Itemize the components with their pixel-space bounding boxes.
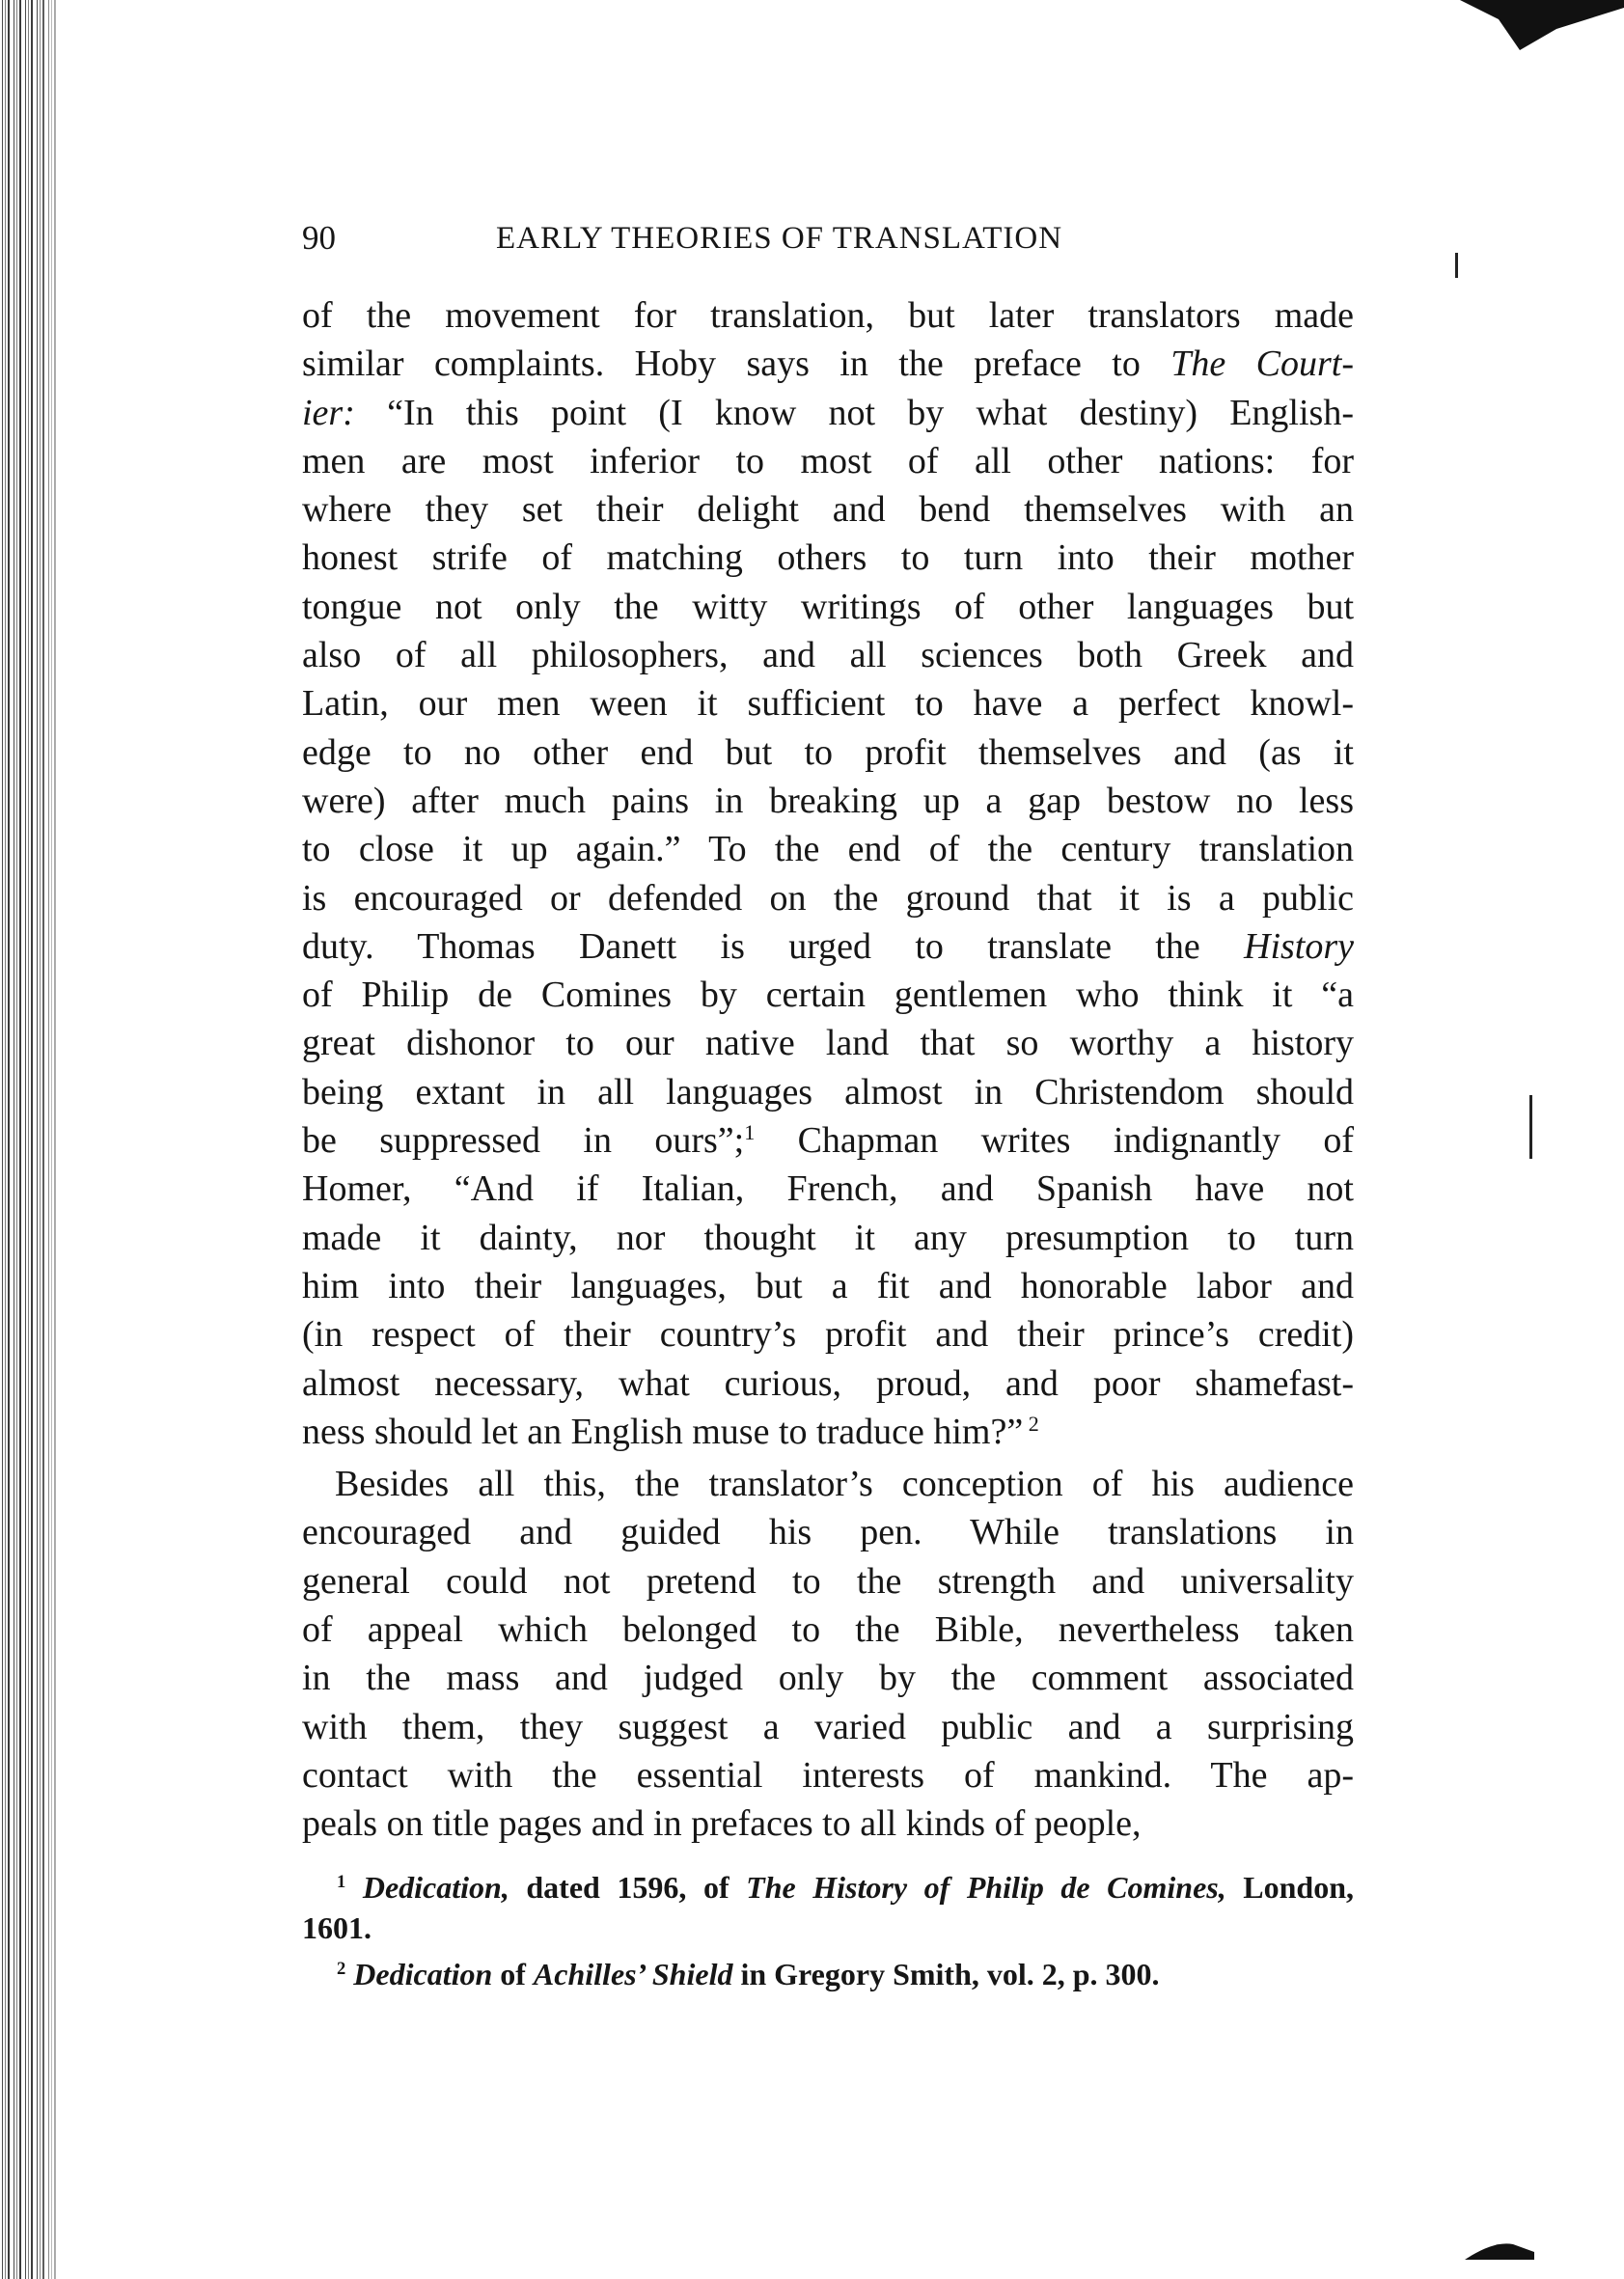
text-run: of the movement for translation, but later translators made bbox=[302, 295, 1354, 336]
text-line bbox=[302, 1262, 1354, 1310]
running-head: EARLY THEORIES OF TRANSLATION bbox=[496, 221, 1063, 256]
page-turn-arrow-icon bbox=[1465, 2238, 1534, 2264]
text-run bbox=[345, 1870, 363, 1905]
footnote-ref: 2 bbox=[1023, 1411, 1039, 1436]
text-run: great dishonor to our native land that so worthy a history bbox=[302, 1023, 1354, 1064]
footnote-1 bbox=[302, 1867, 1354, 1948]
text-line bbox=[302, 1508, 1354, 1556]
text-line bbox=[302, 389, 1354, 437]
text-line bbox=[302, 1703, 1354, 1751]
body-text bbox=[302, 291, 1354, 1849]
footnote-2 bbox=[302, 1954, 1354, 1994]
binding-shadow bbox=[39, 0, 68, 2279]
page-header bbox=[302, 214, 1354, 262]
text-run: is encouraged or defended on the ground that it is a public bbox=[302, 877, 1354, 919]
text-run: duty. Thomas Danett is urged to translate the bbox=[302, 925, 1244, 967]
text-line bbox=[302, 1310, 1354, 1359]
text-run: Besides all this, the translator’s conception of his audience bbox=[335, 1464, 1354, 1505]
text-line bbox=[302, 1214, 1354, 1262]
footnote-ref: 1 bbox=[744, 1119, 756, 1144]
text-line bbox=[302, 340, 1354, 388]
text-line bbox=[302, 1751, 1354, 1799]
text-run: Chapman writes indignantly of bbox=[755, 1120, 1354, 1162]
text-run: edge to no other end but to profit themselves and (as it bbox=[302, 731, 1354, 773]
text-line bbox=[302, 1460, 1354, 1508]
text-line bbox=[302, 485, 1354, 534]
text-run: “In this point (I know not by what destiny) English- bbox=[354, 392, 1354, 433]
text-run: 1601. bbox=[302, 1910, 372, 1945]
text-run: encouraged and guided his pen. While translations in bbox=[302, 1512, 1354, 1553]
text-line bbox=[302, 291, 1354, 340]
text-run: general could not pretend to the strength and universality bbox=[302, 1560, 1354, 1602]
text-line bbox=[302, 1606, 1354, 1654]
margin-mark-middle bbox=[1529, 1095, 1532, 1159]
text-run: peals on title pages and in prefaces to all kinds of people, bbox=[302, 1803, 1142, 1845]
italic-run: Achilles’ Shield bbox=[533, 1957, 733, 1991]
text-line bbox=[302, 1165, 1354, 1213]
paragraph-1 bbox=[302, 291, 1354, 1456]
text-run: similar complaints. Hoby says in the preface to bbox=[302, 343, 1171, 385]
text-line bbox=[302, 1116, 1354, 1165]
text-line bbox=[302, 971, 1354, 1019]
text-run: were) after much pains in breaking up a gap bestow no less bbox=[302, 780, 1354, 821]
italic-run: Dedication, bbox=[362, 1870, 509, 1905]
text-line bbox=[302, 1068, 1354, 1116]
text-line bbox=[302, 631, 1354, 679]
italic-run: The History of Philip de Comines, bbox=[746, 1870, 1226, 1905]
text-run: also of all philosophers, and all sciences both Greek and bbox=[302, 635, 1354, 676]
text-run: him into their languages, but a fit and honorable labor and bbox=[302, 1265, 1354, 1306]
text-run: to close it up again.” To the end of the century translation bbox=[302, 829, 1354, 870]
text-run: where they set their delight and bend themselves with an bbox=[302, 489, 1354, 531]
text-run: men are most inferior to most of all other nations: for bbox=[302, 440, 1354, 481]
footnote-line bbox=[302, 1867, 1354, 1908]
text-run: Latin, our men ween it sufficient to have a perfect knowl- bbox=[302, 683, 1354, 725]
text-run: of bbox=[492, 1957, 534, 1991]
footnote-ref: 1 bbox=[337, 1871, 346, 1892]
text-run: dated 1596, of bbox=[509, 1870, 747, 1905]
text-run: London, bbox=[1225, 1870, 1355, 1905]
text-line bbox=[302, 679, 1354, 728]
text-line bbox=[302, 922, 1354, 971]
text-run: with them, they suggest a varied public and a surprising bbox=[302, 1706, 1354, 1747]
text-run: (in respect of their country’s profit and their prince’s credit) bbox=[302, 1314, 1354, 1356]
text-line bbox=[302, 1654, 1354, 1702]
text-run: of Philip de Comines by certain gentlemen who think it “a bbox=[302, 975, 1354, 1016]
paragraph-2 bbox=[302, 1460, 1354, 1848]
text-run: almost necessary, what curious, proud, and poor shamefast- bbox=[302, 1362, 1354, 1404]
text-run: honest strife of matching others to turn into their mother bbox=[302, 537, 1354, 579]
text-line bbox=[302, 1799, 1354, 1848]
italic-run: Dedication bbox=[353, 1957, 493, 1991]
text-line bbox=[302, 825, 1354, 873]
text-run: Homer, “And if Italian, French, and Spanish have not bbox=[302, 1168, 1354, 1210]
text-line bbox=[302, 583, 1354, 631]
italic-run: History bbox=[1244, 925, 1354, 967]
text-line bbox=[302, 534, 1354, 582]
text-line bbox=[302, 728, 1354, 777]
text-run: in Gregory Smith, vol. 2, p. 300. bbox=[732, 1957, 1160, 1991]
text-run: in the mass and judged only by the comment associated bbox=[302, 1658, 1354, 1699]
text-run: of appeal which belonged to the Bible, nevertheless taken bbox=[302, 1609, 1354, 1651]
text-run: ness should let an English muse to traduce him?” bbox=[302, 1411, 1024, 1452]
text-line bbox=[302, 1019, 1354, 1067]
text-run: tongue not only the witty writings of other languages but bbox=[302, 586, 1354, 627]
text-run: be suppressed in ours”; bbox=[302, 1120, 745, 1162]
margin-mark-top bbox=[1455, 253, 1458, 278]
corner-clip-mark bbox=[1460, 0, 1624, 58]
text-line bbox=[302, 777, 1354, 825]
text-run: being extant in all languages almost in Christendom should bbox=[302, 1071, 1354, 1112]
text-line bbox=[302, 874, 1354, 922]
text-line bbox=[302, 437, 1354, 485]
footnote-ref: 2 bbox=[337, 1958, 346, 1979]
italic-run: The Court- bbox=[1170, 343, 1354, 385]
text-run: contact with the essential interests of mankind. The ap- bbox=[302, 1754, 1354, 1796]
italic-run: ier: bbox=[302, 392, 355, 433]
footnote-line bbox=[302, 1908, 1354, 1948]
text-run: made it dainty, nor thought it any presumption to turn bbox=[302, 1217, 1354, 1258]
text-line bbox=[302, 1359, 1354, 1408]
page-number: 90 bbox=[302, 219, 336, 257]
footnote-line bbox=[302, 1954, 1354, 1994]
footnotes bbox=[302, 1867, 1354, 1994]
text-line bbox=[302, 1408, 1354, 1456]
text-line bbox=[302, 1557, 1354, 1606]
